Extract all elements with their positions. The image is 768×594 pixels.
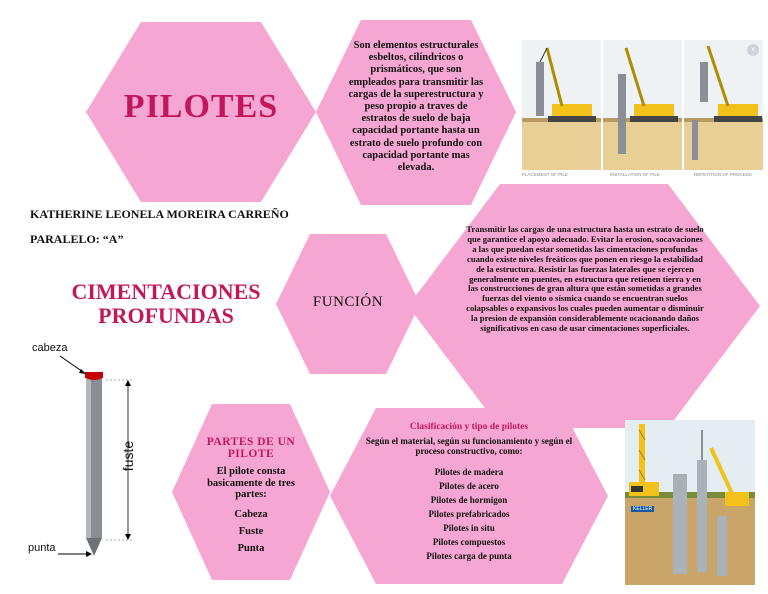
pile-diagram [28, 336, 140, 568]
funcion-text: Transmitir las cargas de una estructura hasta un estrato de suelo que garantice el apoyo adecuado. Evitar la erosion, socavaciones a las que puedan estar sometidas las cimentaciones profundas cuando existe niveles freáticos que ponen en riesgo la estabilidad de la estructura. Resistir las fuerzas laterales que se ejercen generalmente en puentes, en estructura que retienen tierra y en las construcciones de gran altura que están sometidas a grandes fuerzas del viento o sísmica cuando se encuentran suelos colapsables o expansivos los cuales pueden aumentar o disminuir la presion de expansión considerablemente ocacionando daños significativos en caso de usar cimentaciones superficiales. [466, 224, 704, 334]
partes-item-punta: Punta [237, 543, 265, 554]
clasificacion-item-in-situ: Pilotes in situ [443, 523, 495, 533]
chevron-left-icon[interactable]: ‹ [747, 44, 759, 56]
clasificacion-item-compuestos: Pilotes compuestos [432, 537, 506, 547]
clasificacion-item-carga-punta: Pilotes carga de punta [426, 551, 512, 561]
label-fuste: fuste [120, 440, 136, 472]
clasificacion-item-acero: Pilotes de acero [439, 481, 499, 491]
drilling-rig-photo [625, 420, 755, 585]
partes-intro: El pilote consta basicamente de tres partes: [207, 466, 295, 500]
author-name: KATHERINE LEONELA MOREIRA CARREÑO [30, 207, 289, 221]
keller-sign: KELLER [633, 506, 653, 512]
clasificacion-title: Clasificación y tipo de pilotes [409, 422, 529, 432]
caption-repetition: REPETITION OF PROCESS [694, 172, 752, 177]
clasificacion-item-hormigon: Pilotes de hormigon [430, 495, 508, 505]
partes-item-cabeza: Cabeza [234, 509, 268, 520]
crane-sequence-image [522, 40, 763, 182]
caption-installation: INSTALLATION OF PILE [610, 172, 660, 177]
definition-text: Son elementos estructurales esbeltos, cilíndricos o prismáticos, que son empleados para transmitir las cargas de la superestructura y peso propio a traves de estratos de suelo de baja capacidad portante hasta un estrato de suelo profundo con capacidad portante mas elevada. [348, 40, 484, 174]
partes-title: PARTES DE UN PILOTE [206, 436, 296, 460]
clasificacion-item-prefabricados: Pilotes prefabricados [428, 509, 510, 519]
clasificacion-item-madera: Pilotes de madera [434, 467, 504, 477]
caption-placement: PLACEMENT OF PILE [522, 172, 568, 177]
subject-title: CIMENTACIONES PROFUNDAS [71, 279, 261, 328]
partes-item-fuste: Fuste [238, 526, 264, 537]
funcion-label: FUNCIÓN [312, 294, 384, 310]
pile-installation-photo [522, 40, 763, 182]
label-punta: punta [28, 542, 56, 554]
label-cabeza: cabeza [32, 342, 68, 354]
drilling-rig-image [625, 420, 755, 585]
author-paralelo: PARALELO: “A” [30, 232, 124, 246]
page-title: PILOTES [123, 88, 279, 125]
clasificacion-intro: Según el material, según su funcionamiento y según el proceso constructivo, como: [365, 436, 573, 457]
